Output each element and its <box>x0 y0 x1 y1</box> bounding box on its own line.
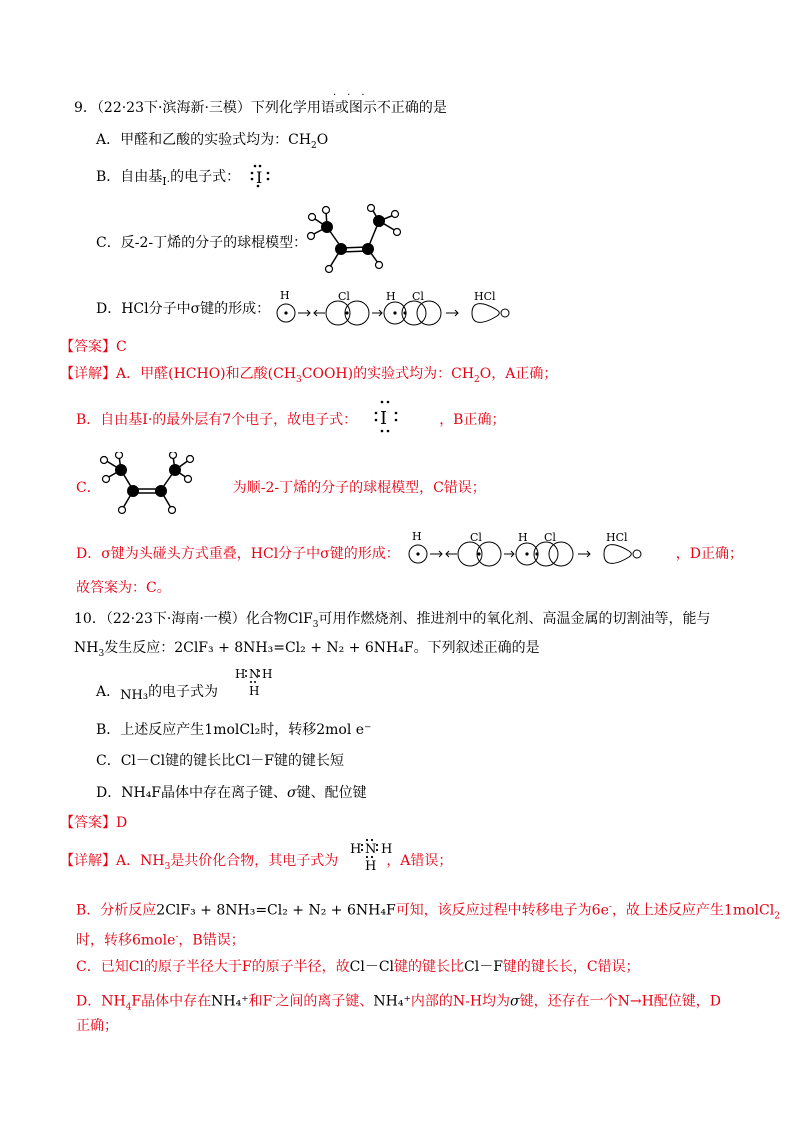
svg-text:Cl: Cl <box>412 290 424 303</box>
q9-option-d: D．HCl分子中σ键的形成： <box>96 301 271 317</box>
q10-option-a: A．NH₃的电子式为 <box>96 684 219 703</box>
iodine-radical-electron-formula <box>248 160 278 190</box>
q10-option-c: C．Cl－Cl键的键长比Cl－F键的键长短 <box>96 753 345 769</box>
q10-explanation-d-cont: 正确； <box>76 1018 118 1034</box>
q10-answer: 【答案】D <box>60 815 128 831</box>
q9-conclusion: 故答案为：C。 <box>76 580 171 596</box>
reaction-equation: 2ClF₃ + 8NH₃=Cl₂ + N₂ + 6NH₄F <box>174 640 414 656</box>
q9-explanation-d: D．σ键为头碰头方式重叠，HCl分子中σ键的形成： ，D正确； <box>76 546 743 562</box>
svg-text:Cl: Cl <box>544 531 556 544</box>
q9-explanation-b: B．自由基I·的最外层有7个电子，故电子式： ，B正确； <box>76 412 506 428</box>
q10-stem-line2: $NH_3$发生反应：2ClF₃ + 8NH₃=Cl₂ + N₂ + 6NH₄F。下列叙述正确的是 <box>74 640 540 659</box>
q9-explanation-a: 【详解】A．甲醛(HCHO)和乙酸$(CH_3COOH)$的实验式均为：$CH_2O$，A正确； <box>60 366 558 385</box>
q9-answer: 【答案】C <box>60 339 127 355</box>
svg-text:N: N <box>365 842 377 857</box>
svg-text:Cl: Cl <box>470 531 482 544</box>
q9-stem: 9．（22·23下·滨海新·三模）下列化学用语或图示不正确的是 <box>74 100 447 116</box>
svg-text:H: H <box>518 531 528 544</box>
hcl-sigma-bond-diagram-answer <box>404 531 654 571</box>
nh3-electron-formula-answer <box>350 836 396 876</box>
q10-stem-line1: 10．（22·23下·海南·一模）化合物ClF$_3$可用作燃烧剂、推进剂中的氧化剂、高温金属的切割油等，能与 <box>74 611 711 630</box>
svg-text:H: H <box>350 842 362 857</box>
emphasis-text: 不正确 <box>376 100 419 116</box>
svg-text:H: H <box>235 667 246 681</box>
iodine-electron-formula <box>372 398 402 436</box>
q9-option-b: B．自由基$_{I\cdot}$的电子式： <box>96 169 241 188</box>
q9-option-c: C．反-2-丁烯的分子的球棍模型： <box>96 235 308 251</box>
svg-text:H: H <box>249 684 260 698</box>
q10-explanation-c: C．已知Cl的原子半径大于F的原子半径，故Cl－Cl键的键长比Cl－F键的键长长，C错误； <box>76 959 640 975</box>
q10-explanation-b-cont: 时，转移6mole-，B错误； <box>76 932 245 949</box>
svg-text:HCl: HCl <box>606 531 628 544</box>
cis-2-butene-ball-stick-model <box>95 452 205 524</box>
q10-explanation-d: D．$NH_4F$晶体中存在NH₄⁺和F-之间的离子键、NH₄⁺内部的N-H均为σ键，还存在一个N→H配位键，D <box>76 993 722 1013</box>
q9-explanation-c: C． 为顺-2-丁烯的分子的球棍模型，C错误； <box>76 480 486 496</box>
svg-text:H: H <box>365 859 377 874</box>
trans-2-butene-ball-stick-model <box>300 203 410 275</box>
q10-option-b: B．上述反应产生1molCl₂时，转移2mol e⁻ <box>96 722 372 738</box>
svg-text:N: N <box>249 667 260 681</box>
svg-text:H: H <box>381 842 393 857</box>
nh3-electron-formula-option <box>235 664 275 702</box>
q10-option-d: D．NH₄F晶体中存在离子键、σ键、配位键 <box>96 785 367 801</box>
hcl-sigma-bond-diagram <box>272 290 522 330</box>
svg-text:H: H <box>262 667 273 681</box>
svg-text:I: I <box>380 408 388 429</box>
svg-text:Cl: Cl <box>338 290 350 303</box>
emphasis-dots: ··· <box>333 90 376 101</box>
q10-explanation-a: 【详解】A．$NH_3$是共价化合物，其电子式为 ，A错误； <box>60 853 453 872</box>
svg-text:H: H <box>386 290 396 303</box>
svg-text:H: H <box>280 290 290 302</box>
q9-option-a: A．甲醛和乙酸的实验式均为：$CH_2O$ <box>96 132 329 151</box>
svg-text:H: H <box>412 531 422 543</box>
svg-text:HCl: HCl <box>474 290 496 303</box>
svg-text:I: I <box>256 168 263 187</box>
q10-explanation-b: B．分析反应2ClF₃ + 8NH₃=Cl₂ + N₂ + 6NH₄F可知，该反应过程中转移电子为6e-，故上述反应产生1molCl$_2$ <box>76 902 780 922</box>
